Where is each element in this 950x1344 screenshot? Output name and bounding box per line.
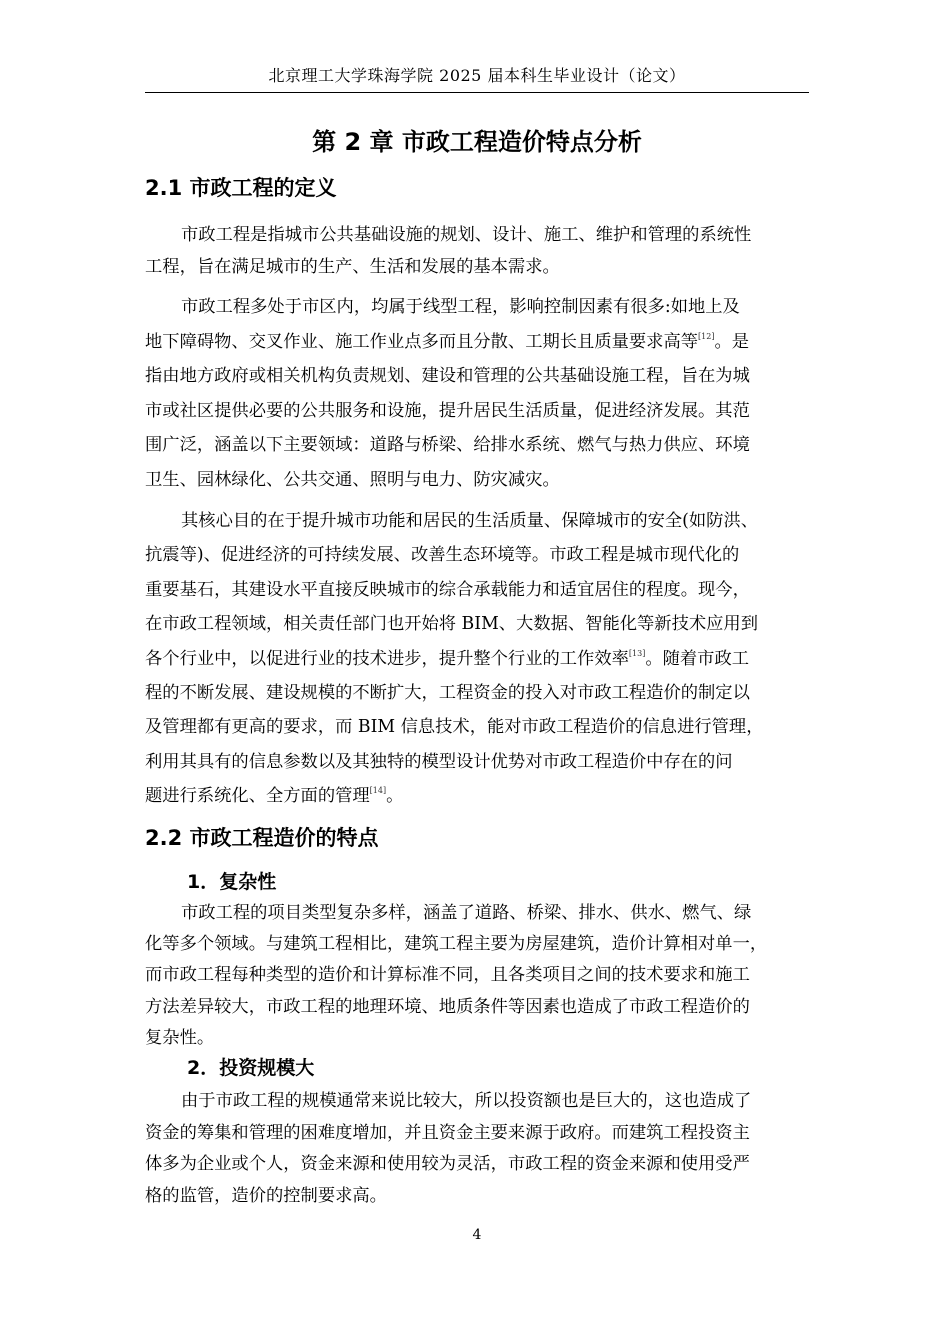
text-line: 其核心目的在于提升城市功能和居民的生活质量、保障城市的安全(如防洪、 — [181, 511, 759, 531]
text-line: 而市政工程每种类型的造价和计算标准不同，且各类项目之间的技术要求和施工 — [145, 965, 750, 986]
citation-13: [13] — [628, 648, 646, 658]
section-heading-2-1: 2.1 市政工程的定义 — [145, 176, 337, 200]
text-line: 由于市政工程的规模通常来说比较大，所以投资额也是巨大的，这也造成了 — [181, 1091, 752, 1111]
subsection-heading-investment: 2．投资规模大 — [187, 1057, 315, 1079]
text-segment: 。是 — [714, 331, 750, 352]
text-segment: 题进行系统化、全方面的管理 — [145, 786, 370, 807]
page-number: 4 — [472, 1227, 482, 1243]
paragraph-complexity — [145, 898, 809, 1054]
text-line: 化等多个领域。与建筑工程相比，建筑工程主要为房屋建筑，造价计算相对单一， — [145, 934, 768, 955]
text-line: 体多为企业或个人，资金来源和使用较为灵活，市政工程的资金来源和使用受严 — [145, 1154, 750, 1174]
text-line: 卫生、园林绿化、公共交通、照明与电力、防灾减灾。 — [145, 469, 560, 490]
text-line: 复杂性。 — [145, 1027, 215, 1048]
text-segment: 各个行业中，以促进行业的技术进步，提升整个行业的工作效率 — [145, 648, 629, 669]
text-line: 重要基石，其建设水平直接反映城市的综合承载能力和适宜居住的程度。现今， — [145, 579, 750, 600]
text-line: 在市政工程领域，相关责任部门也开始将 BIM、大数据、智能化等新技术应用到 — [145, 614, 758, 635]
citation-12: [12] — [698, 331, 715, 341]
text-line: 方法差异较大，市政工程的地理环境、地质条件等因素也造成了市政工程造价的 — [145, 996, 750, 1017]
paragraph-definition-3 — [145, 504, 809, 814]
page-header: 北京理工大学珠海学院 2025 届本科生毕业设计（论文） — [268, 66, 686, 85]
chapter-title: 第 2 章 市政工程造价特点分析 — [312, 128, 642, 156]
paragraph-definition-2 — [145, 290, 809, 497]
text-segment: 。 — [386, 786, 404, 807]
text-line: 资金的筹集和管理的困难度增加，并且资金主要来源于政府。而建筑工程投资主 — [145, 1122, 750, 1143]
subsection-heading-complexity: 1．复杂性 — [187, 871, 277, 893]
text-line — [145, 779, 809, 813]
text-line: 市政工程是指城市公共基础设施的规划、设计、施工、维护和管理的系统性 — [181, 225, 752, 245]
text-line: 指由地方政府或相关机构负责规划、建设和管理的公共基础设施工程，旨在为城 — [145, 366, 750, 386]
text-line: 抗震等)、促进经济的可持续发展、改善生态环境等。市政工程是城市现代化的 — [145, 545, 740, 566]
text-segment: 地下障碍物、交叉作业、施工作业点多而且分散、工期长且质量要求高等 — [145, 331, 699, 352]
text-line: 格的监管，造价的控制要求高。 — [145, 1185, 387, 1206]
text-segment: 。随着市政工 — [645, 648, 750, 669]
text-line: 利用其具有的信息参数以及其独特的模型设计优势对市政工程造价中存在的问 — [145, 751, 733, 772]
text-line: 及管理都有更高的要求，而 BIM 信息技术，能对市政工程造价的信息进行管理， — [145, 717, 764, 738]
header-rule — [145, 92, 809, 93]
citation-14: [14] — [369, 786, 387, 796]
text-line: 工程，旨在满足城市的生产、生活和发展的基本需求。 — [145, 257, 560, 277]
paragraph-definition-1 — [145, 219, 809, 283]
text-line: 围广泛，涵盖以下主要领域：道路与桥梁、给排水系统、燃气与热力供应、环境 — [145, 435, 750, 455]
text-line — [145, 325, 809, 360]
section-heading-2-2: 2.2 市政工程造价的特点 — [145, 826, 379, 850]
text-line: 市政工程多处于市区内，均属于线型工程，影响控制因素有很多:如地上及 — [181, 297, 740, 317]
text-line: 市政工程的项目类型复杂多样，涵盖了道路、桥梁、排水、供水、燃气、绿 — [181, 903, 752, 923]
text-line — [145, 642, 809, 676]
text-line: 市或社区提供必要的公共服务和设施，提升居民生活质量，促进经济发展。其范 — [145, 400, 750, 421]
paragraph-investment — [145, 1086, 809, 1212]
text-line: 程的不断发展、建设规模的不断扩大，工程资金的投入对市政工程造价的制定以 — [145, 683, 750, 704]
